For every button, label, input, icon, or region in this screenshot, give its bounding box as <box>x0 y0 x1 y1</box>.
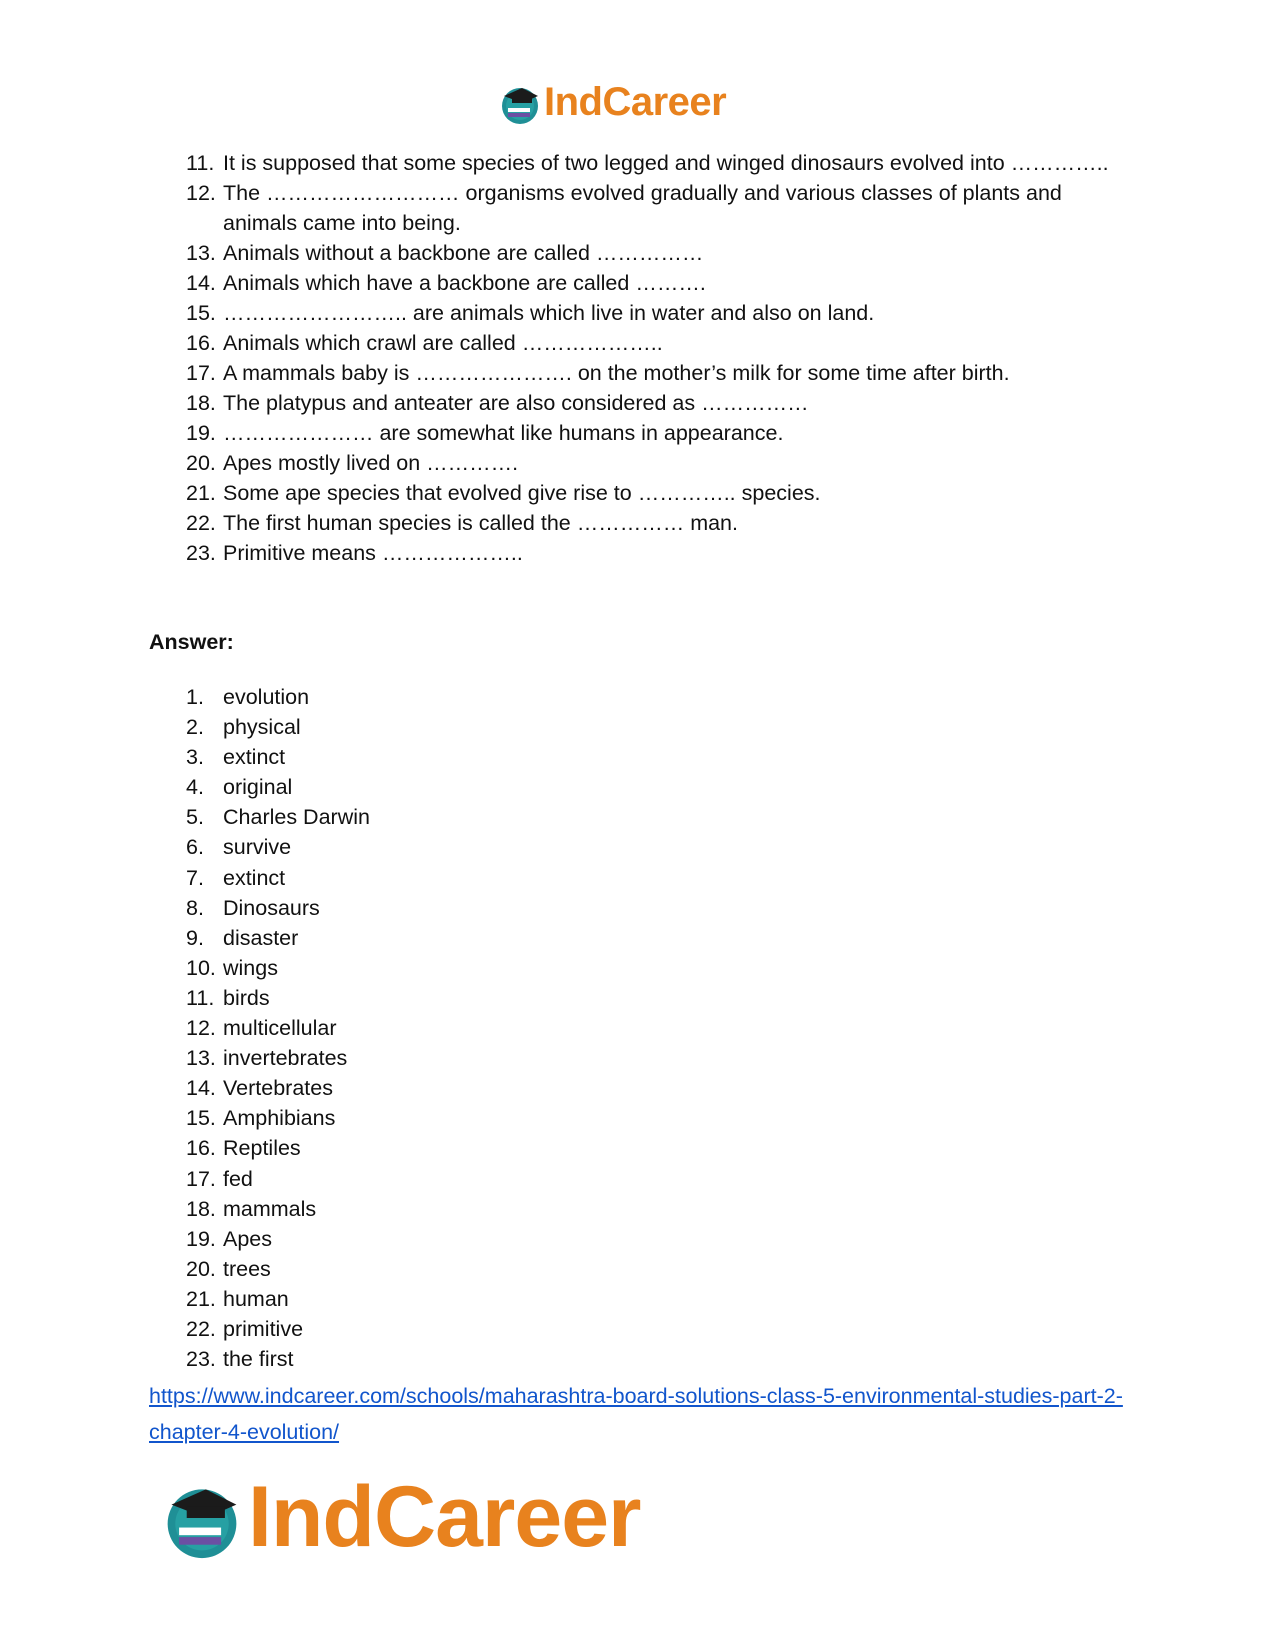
question-item-number: 13. <box>186 241 216 265</box>
question-item-number: 12. <box>186 181 216 205</box>
question-item-number: 11. <box>186 151 215 175</box>
answer-item <box>186 802 370 832</box>
answer-item <box>186 1284 370 1314</box>
answer-item-number: 22. <box>186 1316 216 1341</box>
footer-logo <box>160 1468 641 1567</box>
answer-item <box>186 923 370 953</box>
question-item-text: Primitive means ……………….. <box>223 541 523 565</box>
question-item-text: It is supposed that some species of two legged and winged dinosaurs evolved into ………….. <box>223 151 1109 175</box>
answer-item-text: Charles Darwin <box>223 805 370 830</box>
answer-item-text: Dinosaurs <box>223 895 320 920</box>
question-item <box>186 328 1116 358</box>
answer-item-text: physical <box>223 715 301 740</box>
answer-item <box>186 1073 370 1103</box>
answer-item-number: 5. <box>186 805 204 830</box>
answer-item <box>186 1164 370 1194</box>
answer-item-number: 6. <box>186 835 204 860</box>
answer-item-number: 1. <box>186 685 204 709</box>
question-item-text: Apes mostly lived on …………. <box>223 451 519 475</box>
answer-item <box>186 983 370 1013</box>
question-item <box>186 478 1116 508</box>
answer-item-number: 19. <box>186 1226 216 1251</box>
answer-item-text: original <box>223 775 293 800</box>
question-item-text: …………………….. are animals which live in water and also on land. <box>223 301 875 325</box>
question-item <box>186 268 1116 298</box>
answer-item <box>186 1224 370 1254</box>
answer-item-text: the first <box>223 1347 294 1372</box>
answer-item-number: 21. <box>186 1286 216 1311</box>
answer-item <box>186 1103 370 1133</box>
answer-item-number: 4. <box>186 775 204 800</box>
answer-item-number: 2. <box>186 715 204 740</box>
answer-item <box>186 1133 370 1163</box>
answer-item-number: 11. <box>186 985 215 1010</box>
question-item-text: The ……………………… organisms evolved gradually and various classes of plants and animals came into being. <box>223 181 1062 235</box>
answer-item-text: trees <box>223 1256 271 1281</box>
answer-item <box>186 953 370 983</box>
answer-list <box>186 682 370 1374</box>
answer-item-number: 10. <box>186 955 216 980</box>
source-link[interactable]: https://www.indcareer.com/schools/maharashtra-board-solutions-class-5-environmental-studies-part-2-chapter-4-evolution/ <box>149 1384 1123 1444</box>
answer-item-number: 15. <box>186 1106 216 1131</box>
answer-heading: Answer: <box>149 630 234 654</box>
question-item-number: 21. <box>186 481 216 505</box>
answer-item-text: disaster <box>223 925 299 950</box>
answer-item-number: 8. <box>186 895 204 920</box>
question-list <box>186 148 1116 568</box>
answer-item <box>186 832 370 862</box>
answer-item-text: evolution <box>223 685 310 709</box>
question-item-text: Some ape species that evolved give rise to ………….. species. <box>223 481 821 505</box>
answer-item-text: mammals <box>223 1196 317 1221</box>
globe-graduation-cap-icon <box>160 1476 244 1560</box>
answer-item <box>186 772 370 802</box>
answer-item-text: wings <box>223 955 278 980</box>
question-item-text: Animals which crawl are called ……………….. <box>223 331 663 355</box>
question-item <box>186 508 1116 538</box>
answer-item-text: Vertebrates <box>223 1076 333 1101</box>
answer-item <box>186 1194 370 1224</box>
answer-item <box>186 863 370 893</box>
answer-item-text: birds <box>223 985 270 1010</box>
answer-item-text: Reptiles <box>223 1136 301 1161</box>
answer-item-text: extinct <box>223 745 286 770</box>
question-item-number: 16. <box>186 331 216 355</box>
answer-item-text: extinct <box>223 865 286 890</box>
answer-item-number: 23. <box>186 1347 216 1372</box>
question-item-number: 15. <box>186 301 216 325</box>
answer-item <box>186 1344 370 1374</box>
answer-item <box>186 1043 370 1073</box>
answer-item-number: 17. <box>186 1166 216 1191</box>
globe-graduation-cap-icon <box>498 81 542 125</box>
answer-item <box>186 1314 370 1344</box>
question-item-number: 19. <box>186 421 216 445</box>
answer-item-text: multicellular <box>223 1016 337 1041</box>
answer-item <box>186 1254 370 1284</box>
question-item <box>186 238 1116 268</box>
question-item-text: The platypus and anteater are also considered as …………… <box>223 391 809 415</box>
answer-item-number: 14. <box>186 1076 216 1101</box>
question-item <box>186 448 1116 478</box>
question-item-number: 14. <box>186 271 216 295</box>
question-item-number: 20. <box>186 451 216 475</box>
question-item-text: Animals which have a backbone are called ………. <box>223 271 706 295</box>
answer-item-text: primitive <box>223 1316 304 1341</box>
answer-item-number: 13. <box>186 1046 216 1071</box>
answer-item <box>186 1013 370 1043</box>
answer-item-number: 7. <box>186 865 204 890</box>
answer-item-number: 9. <box>186 925 204 950</box>
question-item <box>186 298 1116 328</box>
question-item-text: The first human species is called the …………… man. <box>223 511 738 535</box>
question-item-number: 18. <box>186 391 216 415</box>
question-item <box>186 148 1116 178</box>
question-item-number: 22. <box>186 511 216 535</box>
answer-item <box>186 742 370 772</box>
question-item-text: ………………… are somewhat like humans in appearance. <box>223 421 784 445</box>
question-item <box>186 178 1116 238</box>
question-item <box>186 388 1116 418</box>
question-item-text: Animals without a backbone are called …………… <box>223 241 704 265</box>
question-item-text: A mammals baby is …………………. on the mother’s milk for some time after birth. <box>223 361 1010 385</box>
answer-item-text: invertebrates <box>223 1046 348 1071</box>
footer-logo-text: IndCareer <box>248 1469 641 1565</box>
question-item <box>186 418 1116 448</box>
answer-item <box>186 682 370 712</box>
answer-item-text: fed <box>223 1166 253 1191</box>
header-logo <box>498 80 726 125</box>
answer-item-number: 3. <box>186 745 204 770</box>
answer-item-number: 18. <box>186 1196 216 1221</box>
answer-item-text: survive <box>223 835 292 860</box>
answer-item-number: 12. <box>186 1016 216 1041</box>
header-logo-text: IndCareer <box>544 80 727 124</box>
answer-item-text: human <box>223 1286 289 1311</box>
answer-item <box>186 712 370 742</box>
answer-item-text: Amphibians <box>223 1106 336 1131</box>
answer-item-number: 16. <box>186 1136 216 1161</box>
question-item-number: 23. <box>186 541 216 565</box>
answer-item-number: 20. <box>186 1256 216 1281</box>
question-item <box>186 358 1116 388</box>
question-item <box>186 538 1116 568</box>
question-item-number: 17. <box>186 361 216 385</box>
answer-item-text: Apes <box>223 1226 273 1251</box>
answer-item <box>186 893 370 923</box>
